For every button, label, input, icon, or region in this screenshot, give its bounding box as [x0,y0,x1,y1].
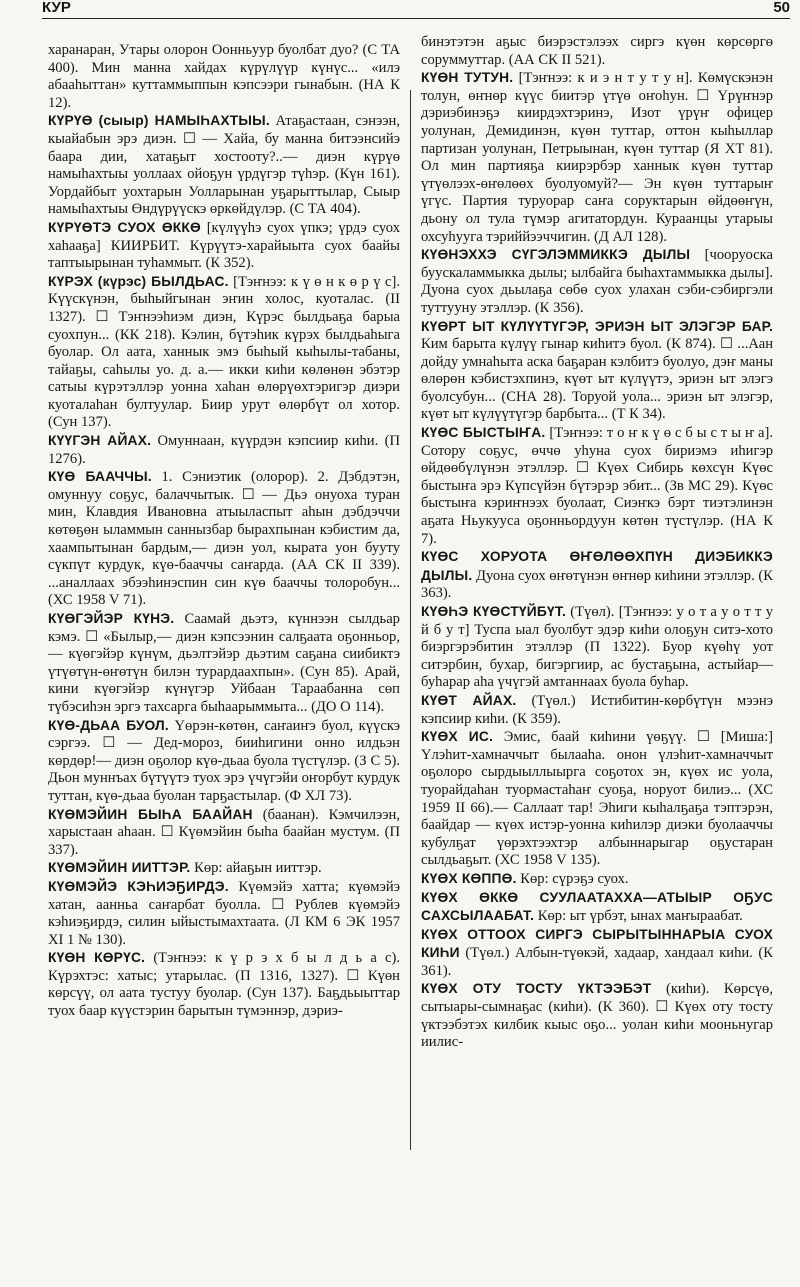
entry-headword: КҮӨХ ИС. [421,729,494,745]
entry-text: (Түөл.) Истибитин-көрбүтүн мээнэ кэпсиир киhи. (К 359). [421,692,773,727]
entry-text: (Түөл.) Албын-түөкэй, хадаар, хандаал киhи. (К 361). [421,945,773,979]
entry-text: [Тэҥнээ: к ү ө н к ө р ү с]. Күүскүнэн, быhыйгынан эҥин холос, куоталас. (II 1327). ☐ Тэҥнээhиэм диэн, Күрэс былдьаҕа барыа суохпун... (КК 218). Кэлин, бүтэhик күрэх былдьаhыга буолар. Ол аата, ханнык эмэ быhый кыһылы-табаны, тайаҕы, саhылы уо. д. а.— икки киhи көлөнөн эбэтэр сатыы күрэтэллэр уонна хаhан өлөрүөхтэригэр диэри куоталаhан бултуулар. Биир урут өлөрбүт ол хотор. (Сун 137). [48,273,400,431]
entry-text: Эмис, баай киhини үөҕүү. ☐ [Миша:] Үлэhит-хамначчыт былааhа. онон үлэhит-хамначчыт оҕолоро сырдыыллыырга соҕотох эн, күөх ис уола, туорайдаhан туормастаhаҥ суоҕа, норуот билиэ... (ХС 1959 II 66).— Саллаат тар! Эhиги кыhалҕаҕа тэптэрэн, баайдар — күөх истэр-уонна киhилэр диэки буолааччы кубулҕат үөрэхтээхтэр албыннарыгар оҕустаран сылдьаҕыт. (ХС 1958 V 135). [421,729,773,869]
dictionary-entry [421,870,773,889]
dictionary-entry [48,806,400,860]
entry-headword: КҮӨ-ДЬАА БУОЛ. [48,717,169,733]
dictionary-entry [48,949,400,1020]
right-column [421,34,773,1052]
dictionary-entry [48,42,400,112]
entry-headword: КҮРҮӨ (сыыр) НАМЫҺАХТЫЫ. [48,113,270,129]
dictionary-entry [48,717,400,806]
entry-text: (Тэҥнээ: к ү р э х б ы л д ь а с). Күрэхтэс: хатыс; утарылас. (П 1316, 1327). ☐ Күөн көрсүү, ол аата тустуу буолар. (Сун 137). Баҕдьыыттар туох баар күүстэрин барытын түмэннэр, дэриэ- [48,950,400,1020]
entry-headword: КҮӨНЭХХЭ СҮГЭЛЭММИККЭ ДЫЛЫ [421,247,691,263]
entry-headword: КҮӨХ ӨККӨ СУУЛААТАХХА—АТЫЫР ОҔУС САХСЫЛААБАТ. [421,889,773,924]
entry-text: (баанан). Кэмчилээн, харыстаан аhаан. ☐ Күөмэйин быhа баайан мустум. (П 337). [48,806,401,858]
dictionary-entry [48,878,400,949]
entry-text: [Тэҥнээ: к и э н т у т у н]. Көмүскэнэн толун, өҥнөр күүс биитэр үтүө оҥоhун. ☐ Үрүҥнэр дэриэбинэҕэ киирдэхтэринэ, Изот үрүҥ офицер уолунан, Демидинэн, күөн туттар, оттон кыhыллар партизан уолунан, Петрыынан, күөн туттар (Я ХТ 81). Ол мин партияҕа киирэрбэр ханнык күөн туттар үтүөлээх-өҥөлөөх буолуомуй?— Эн күөн туттарыҥ үгүс. Партия туруорар саҥа соруктарын өйдөөҥүн, дьону ол тула түмэр агитатордун. Кураанцы утарыы охсуhууга тэриййээччигин. (Д АЛ 128). [421,70,773,245]
dictionary-entry [48,112,400,219]
dictionary-entry [48,859,400,878]
dictionary-entry [421,548,773,603]
entry-text: Омуннаан, күүрдэн кэпсиир киhи. (П 1276). [48,433,400,467]
entry-headword: КҮҮГЭН АЙАХ. [48,433,152,449]
entry-text: Ким барыта күлүү гынар киhитэ буол. (К 874). ☐ ...Аан дойду умнаhыта аска баҕаран кэлбитэ буолуо, дэҥ маны өлөрөн кэбистэхпинэ, күөт ыт күлүүтэ, эриэн ыт элэгэ буолсубун... (СНА 28). Торуой уола... эриэн ыт элэгэр, күөт ыт күлүүтүгэр барбыта... (Т К 34). [421,336,773,423]
dictionary-entry [421,424,773,548]
entry-headword: КҮӨМЭЙИН БЫҺА БААЙАН [48,806,253,822]
entry-text: (киhи). Көрсүө, сытыары-сымнаҕас (киhи). (К 360). ☐ Күөх оту тосту үктээбэтэх килбик кыыс оҕо... уолан киhи мооньнугар иилис- [421,981,773,1051]
entry-headword: КҮӨН КӨРҮС. [48,950,146,966]
entry-text: [күлүүhэ суох үпкэ; үрдэ суох хаhааҕа] КИИРБИТ. Күрүүтэ-харайыыта суох баайы таптыырынан туhаммыт. (К 352). [48,219,401,272]
entry-text: Дуона суох өҥөтүнэн өҥнөр киhини этэллэр. (К 363). [421,567,773,602]
dictionary-entry [48,610,400,717]
entry-headword: КҮӨХ ОТТООХ СИРГЭ СЫРЫТЫННАРЫА СУОХ КИҺИ [421,926,773,961]
left-column [48,42,400,1021]
entry-text: Көр: сүрэҕэ суох. [520,870,629,887]
entry-headword: КҮРҮӨТЭ СУОХ ӨККӨ [48,219,201,235]
dictionary-entry [421,69,773,246]
entry-headword: КҮӨ БААЧЧЫ. [48,469,152,485]
entry-headword: КҮӨҺЭ КҮӨСТҮЙБҮТ. [421,604,566,619]
entry-headword: КҮӨГЭЙЭР КҮНЭ. [48,611,175,626]
entry-text: Үөрэн-көтөн, саҥаиҥэ буол, күүскэ сэргээ. ☐ — Дед-мороз, бииhигини онно илдьэн көрдөр!— диэн оҕолор күө-дьаа буола түстүлэр. (З С 5). Дьон муннъах бүтүүтэ туох эрэ үчүгэйи оҥорбут курдук туттан, күө-дьаа буолан тарҕастылар. (Ф ХЛ 73). [48,717,400,804]
page-header [42,0,790,19]
entry-text: Күөмэйэ хатта; күөмэйэ хатан, аанньа саҥарбат буолла. ☐ Рублев күөмэйэ кэhиэҕирдэ, силин ыйыстымахтаата. (Л КМ 6 ЭК 1957 XI 1 № 130). [48,878,400,948]
dictionary-entry [421,603,773,692]
dictionary-entry [48,219,400,273]
dictionary-entry [48,432,400,468]
entry-headword: КҮӨХ ОТУ ТОСТУ ҮКТЭЭБЭТ [421,981,652,997]
entry-text: 1. Сэниэтик (олорор). 2. Дэбдэтэн, омуннуу соҕус, балаччытык. ☐ — Дьэ онуоха туран мин, Клавдия Ивановна атыыласпыт аhын дэбдэччи көтөҕөн ыламмын саннызбар бырахпынан кэбистим да, хаампытынан бардым,— диэн уол, кырата уон бууту сүкпүт курдук, күө-бааччы саҥарда. (АА СК II 339). ...аналлаах эбээhинэспин син күө бааччы толоробун... (ХС 1958 V 71). [48,469,400,609]
entry-text: [чооруоска буускаламмыкка дылы; ылбайга быhахтаммыкка дылы]. Дуона суох дьылаҕа сөбө суох улахан сэби-сэбиргэли туттууну этэллэр. (К 356). [421,247,773,316]
entry-headword: КҮӨХ КӨППӨ. [421,870,517,886]
dictionary-entry [48,273,400,432]
dictionary-entry [48,468,400,610]
entry-text: Көр: айаҕын ииттэр. [194,860,322,877]
entry-headword: КҮӨС БЫСТЫҤА. [421,425,546,441]
entry-text: (Түөл). [Тэҥнээ: у о т а у о т т у й б у т] Туспа ыал буолбут эдэр киhи олоҕун ситэ-хото биэргэрэбитин этэллэр (П 1322). Буор күөhү уот ситэрбин, бухар, бигэргиир, ас бустаҕына, астыйар—буhарар аhа үчүгэй амтаннаах буола буhар. [421,604,773,691]
entry-text: харанаран, Утары олорон Оонньуур буолбат дуо? (С ТА 400). Мин манна хайдах күрүлүүр күнүс... «илэ абааhыттан» куттаммыппын кэпсээри гынабын. (НА К 12). [48,42,400,111]
dictionary-entry [421,980,773,1051]
entry-text: Саамай дьэтэ, күннээн сылдьар кэмэ. ☐ «Былыр,— диэн кэпсээнин салҕаата оҕонньор,— күөгэйэр күнүм, дьэлтэйэр дьэтим саҕана сиибиктэ үтүөтүн-өҥөтүн билэн турардаахпын». (Сун 85). Арай, кини күөгэйэр күнүгэр Уйбаан Тараабанна сөп түбэсиhэн эргэ тахсарга быhаарыммыта... (ДО О 114). [48,611,400,715]
dictionary-entry [421,246,773,317]
dictionary-entry [421,692,773,728]
dictionary-entry [421,889,773,926]
page-number: 50 [773,0,790,16]
entry-headword: КҮӨТ АЙАХ. [421,692,517,708]
entry-headword: КҮӨМЭЙИН ИИТТЭР. [48,860,191,876]
entry-text: бинэтэтэн аҕыс биэрэстэлээх сиргэ күөн көрсөргө соруммуттар. (АА СК II 521). [421,34,773,68]
entry-text: [Тэҥнээ: т о ҥ к ү ө с б ы с т ы ҥ а]. Сотору соҕус, өччө уhуна суох бириэмэ иhигэр өйдөөбүлүнэн этэллэр. ☐ Күөх Сибирь көхсүн Күөс быстыҥа эрэ Күпсүйэн бүтэрэр эбит... (Зв МС 29). Күөс быстыҥа кэриҥнээх буолаат, Сиэҥкэ бэрт тиэтэлинэн аҕата Ньукууса оҕонньордуун көтөн түстүлэр. (НА К 7). [421,425,774,547]
entry-headword: КҮӨН ТУТУН. [421,70,514,86]
entry-headword: КҮӨРТ ЫТ КҮЛҮҮТҮГЭР, ЭРИЭН ЫТ ЭЛЭГЭР БАР. [421,318,773,334]
dictionary-entry [421,926,773,981]
entry-text: Атаҕастаан, сэнээн, кыайабын эрэ диэн. ☐ — Хайа, бу манна битээнсийэ баара дии, хатаҕыт хостооту?..— диэн күрүө намыhахтыы уоллаах ойоҕун үрдүгэр түhэр. (Күн 161). Уордайбыт уохтарын Уолларынан уҕарыттылар, Сыыр намыhахтыы Өндүрүүскэ өркөйдүлэр. (С ТА 404). [48,113,400,218]
entry-text: Көр: ыт үрбэт, ынах маҥыраабат. [537,908,743,925]
dictionary-entry [421,34,773,69]
column-divider [410,90,411,1150]
dictionary-entry [421,728,773,870]
dictionary-entry [421,318,773,425]
entry-headword: КҮӨМЭЙЭ КЭҺИЭҔИРДЭ. [48,878,229,894]
running-head-word: КУР [42,0,71,16]
entry-headword: КҮӨС ХОРУОТА ӨҤӨЛӨӨХПҮН ДИЭБИККЭ ДЫЛЫ. [421,549,773,583]
entry-headword: КҮРЭХ (күрэс) БЫЛДЬАС. [48,273,229,289]
